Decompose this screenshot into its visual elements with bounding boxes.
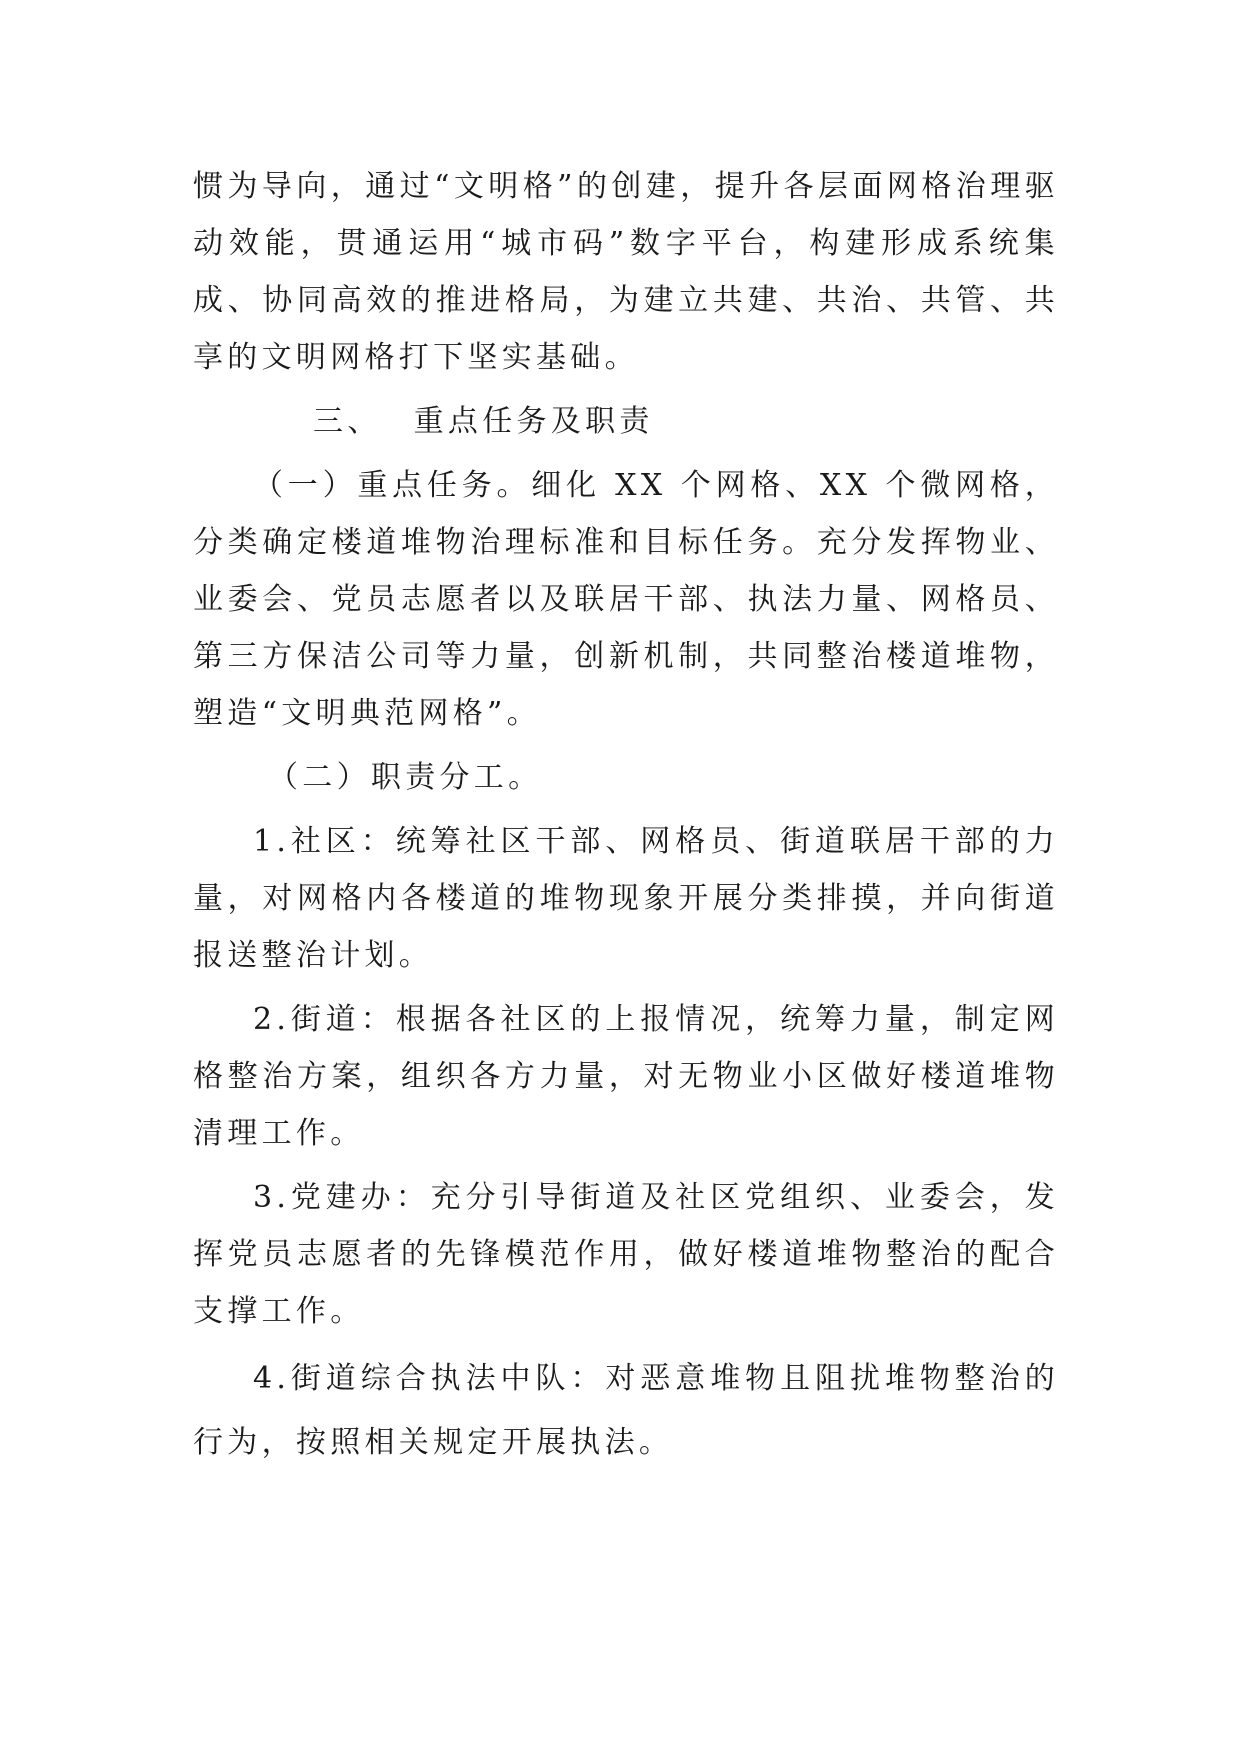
section-number: 三、: [313, 404, 382, 439]
paragraph-key-tasks: （一）重点任务。细化 XX 个网格、XX 个微网格，分类确定楼道堆物治理标准和目标任务。充分发挥物业、业委会、党员志愿者以及联居干部、执法力量、网格员、第三方保洁公司等力量，创新机制，共同整治楼道堆物，塑造“文明典范网格”。: [193, 468, 1059, 731]
subheading-duty-division: （二）职责分工。: [268, 760, 543, 795]
paragraph-duty-community: 1.社区：统筹社区干部、网格员、街道联居干部的力量，对网格内各楼道的堆物现象开展分类排摸，并向街道报送整治计划。: [193, 824, 1059, 973]
section-heading-3: [193, 393, 1059, 450]
document-body: [193, 158, 1059, 1482]
paragraph-duty-street: 2.街道：根据各社区的上报情况，统筹力量，制定网格整治方案，组织各方力量，对无物业小区做好楼道堆物清理工作。: [193, 1002, 1059, 1151]
paragraph-intro-continuation: 惯为导向，通过“文明格”的创建，提升各层面网格治理驱动效能，贯通运用“城市码”数字平台，构建形成系统集成、协同高效的推进格局，为建立共建、共治、共管、共享的文明网格打下坚实基础。: [193, 169, 1059, 375]
paragraph-duty-party-office: 3.党建办：充分引导街道及社区党组织、业委会，发挥党员志愿者的先锋模范作用，做好楼道堆物整治的配合支撑工作。: [193, 1180, 1059, 1329]
paragraph-duty-law-enforcement: 4.街道综合执法中队：对恶意堆物且阻扰堆物整治的行为，按照相关规定开展执法。: [193, 1361, 1059, 1460]
section-title: 重点任务及职责: [413, 404, 654, 439]
